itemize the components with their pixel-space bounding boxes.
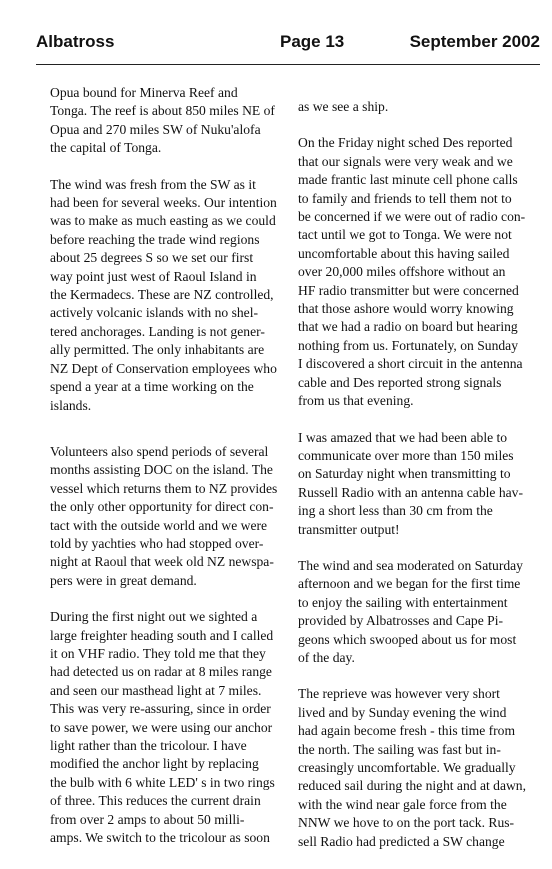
page-number: Page 13: [280, 32, 345, 51]
left-column: [50, 84, 280, 865]
header-rule: [36, 64, 540, 65]
paragraph: as we see a ship.: [298, 99, 389, 114]
paragraph: Opua bound for Minerva Reef and Tonga. The reef is about 850 miles NE of Opua and 270 miles SW of Nuku'alofa the capital of Tonga.: [50, 85, 275, 156]
paragraph: The wind and sea moderated on Saturday afternoon and we began for the first time to enjoy the sailing with entertainment provided by Albatrosses and Cape Pi- geons which swooped about us for most of the day.: [298, 557, 523, 665]
paragraph: On the Friday night sched Des reported that our signals were very weak and we made frantic last minute cell phone calls to family and friends to tell them not to be concerned if we were out of radio con- tact until we got to Tonga. We were not uncomfortable about this having sailed over 20,000 miles offshore without an HF radio transmitter but were concerned that those ashore would worry knowing that we had a radio on board but hearing nothing from us. Fortunately, on Sunday I discovered a short circuit in the antenna cable and Des reported strong signals from us that evening.: [298, 135, 526, 409]
paragraph: The reprieve was however very short lived and by Sunday evening the wind had again become fresh - this time from the north. The sailing was fast but in- creasingly uncomfortable. We gradually reduced sail during the night and at dawn, with the wind near gale force from the NNW we hove to on the port tack. Rus- sell Radio had predicted a SW change: [298, 686, 527, 849]
paragraph: During the first night out we sighted a large freighter heading south and I called it on VHF radio. They told me that they had detected us on radar at 8 miles range and seen our masthead light at 7 miles. This was very re-assuring, since in order to save power, we were using our anchor light rather than the tricolour. I have modified the anchor light by replacing the bulb with 6 white LED' s in two rings of three. This reduces the current drain from over 2 amps to about 50 milli- amps. We switch to the tricolour as soon: [50, 609, 275, 846]
publication-title: Albatross: [36, 32, 115, 51]
paragraph: The wind was fresh from the SW as it had been for several weeks. Our intention was to make as much easting as we could before reaching the trade wind regions about 25 degrees S so we set our first way point just west of Raoul Island in the Kermadecs. These are NZ controlled, actively volcanic islands with no shel- tered anchorages. Landing is not gener- ally permitted. The only inhabitants are NZ Dept of Conservation employees who spend a year at a time working on the islands.: [50, 176, 277, 413]
paragraph: I was amazed that we had been able to communicate over more than 150 miles on Saturday night when transmitting to Russell Radio with an antenna cable hav- ing a short less than 30 cm from the transmitter output!: [298, 429, 523, 537]
right-column: [298, 98, 528, 869]
paragraph: Volunteers also spend periods of several months assisting DOC on the island. The vessel which returns them to NZ provides the only other opportunity for direct con- tact with the outside world and we were told by yachties who had stopped over- night at Raoul that week old NZ newspa- pers were in great demand.: [50, 443, 278, 588]
issue-date: September 2002: [409, 32, 540, 51]
page-header: [36, 32, 540, 56]
